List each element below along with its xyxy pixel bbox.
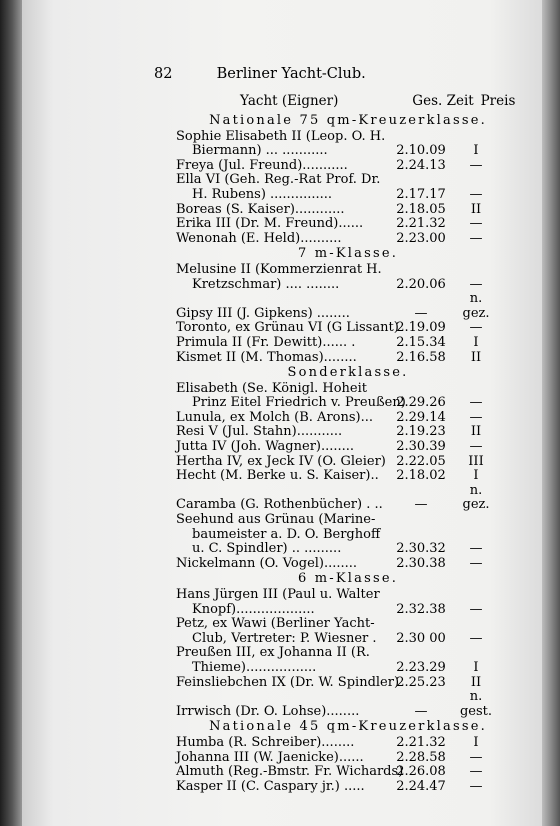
yacht-owner-line: Prinz Eitel Friedrich v. Preußen) [192,395,406,411]
result-row [176,292,496,321]
yacht-owner [176,557,386,572]
yacht-owner [176,425,386,440]
yacht-owner [176,751,386,766]
yacht-owner [176,617,386,646]
elapsed-time: 2.21.32 [396,734,446,750]
column-header-time: Ges. Zeit [412,93,474,109]
result-row [176,455,496,470]
yacht-owner-line: Feinsliebchen IX (Dr. W. Spindler) [176,674,400,690]
elapsed-time: 2.21.32 [396,216,446,232]
section-title: Sonderklasse. [287,365,409,381]
column-header-yacht: Yacht (Eigner) [240,93,339,109]
page-edge [542,0,560,826]
elapsed-time: 2.19.09 [396,320,446,336]
yacht-owner [176,336,386,351]
yacht-owner-line: Irrwisch (Dr. O. Lohse)........ [176,703,360,719]
prize: I [473,659,479,675]
prize: I [473,334,479,350]
yacht-owner [176,455,386,470]
prize: — [469,157,483,173]
yacht-owner [176,736,386,751]
yacht-owner [176,232,386,247]
yacht-owner-line: Nickelmann (O. Vogel)........ [176,555,358,571]
yacht-owner-line: H. Rubens) ............... [192,186,333,202]
result-row [176,263,496,292]
yacht-owner-line: Petz, ex Wawi (Berliner Yacht- [176,616,375,632]
prize: I [473,734,479,750]
page-header [154,66,366,82]
result-row [176,646,496,675]
yacht-owner-line: Biermann) ... ........... [192,143,328,159]
yacht-owner-line: Kismet II (M. Thomas)........ [176,349,357,365]
yacht-owner-line: Ella VI (Geh. Reg.-Rat Prof. Dr. [176,172,381,188]
yacht-owner-line: Kasper II (C. Caspary jr.) ..... [176,778,365,794]
result-row [176,484,496,513]
result-row [176,351,496,366]
result-row [176,440,496,455]
prize: — [469,216,483,232]
prize: II [470,424,482,440]
yacht-owner-line: u. C. Spindler) .. ......... [192,541,342,557]
result-row [176,676,496,691]
yacht-owner-line: Erika III (Dr. M. Freund)...... [176,216,364,232]
prize: — [469,409,483,425]
prize: — [469,601,483,617]
yacht-owner-line: Hertha IV, ex Jeck IV (O. Gleier) [176,453,386,469]
prize: — [469,230,483,246]
elapsed-time: 2.20.06 [396,276,446,292]
elapsed-time: 2.15.34 [396,334,446,350]
yacht-owner [176,440,386,455]
prize: — [469,439,483,455]
prize: II [470,674,482,690]
yacht-owner [176,217,386,232]
yacht-owner [176,469,386,484]
elapsed-time: 2.30.32 [396,541,446,557]
result-row [176,780,496,795]
prize: I [473,468,479,484]
yacht-owner-line: Freya (Jul. Freund)........... [176,157,348,173]
yacht-owner-line: Sophie Elisabeth II (Leop. O. H. [176,128,386,144]
yacht-owner-line: Boreas (S. Kaiser)............ [176,201,345,217]
prize: — [469,764,483,780]
prize: — [469,778,483,794]
column-headers [240,93,515,109]
yacht-owner [176,588,386,617]
yacht-owner-line: baumeister a. D. O. Berghoff [192,526,381,542]
prize: n. gez. [462,482,490,513]
elapsed-time: 2.32.38 [396,601,446,617]
elapsed-time: 2.24.13 [396,157,446,173]
result-row [176,382,496,411]
result-row [176,321,496,336]
result-row [176,469,496,484]
yacht-owner [176,498,386,513]
elapsed-time: — [414,497,428,513]
running-title: Berliner Yacht-Club. [216,66,366,82]
elapsed-time: 2.24.47 [396,778,446,794]
prize: — [469,186,483,202]
yacht-owner-line: Kretzschmar) .... ........ [192,276,340,292]
yacht-owner [176,705,386,720]
yacht-owner-line: Seehund aus Grünau (Marine- [176,512,376,528]
elapsed-time: 2.30.39 [396,439,446,455]
yacht-owner-line: Melusine II (Kommerzienrat H. [176,261,382,277]
result-row [176,173,496,202]
yacht-owner [176,380,406,411]
yacht-owner-line: Knopf)................... [192,601,315,617]
result-row [176,336,496,351]
yacht-owner-line: Jutta IV (Joh. Wagner)........ [176,439,355,455]
yacht-owner-line: Toronto, ex Grünau VI (G Lissant) [176,320,399,336]
section-title: 7 m-Klasse. [297,246,399,262]
yacht-owner-line: Thieme)................. [192,659,317,675]
prize: — [469,555,483,571]
elapsed-time: 2.26.08 [396,764,446,780]
yacht-owner [176,130,386,159]
yacht-owner-line: Club, Vertreter: P. Wiesner . [192,630,377,646]
yacht-owner-line: Preußen III, ex Johanna II (R. [176,645,370,661]
result-row [176,411,496,426]
yacht-owner-line: Humba (R. Schreiber)........ [176,734,355,750]
elapsed-time: — [414,305,428,321]
elapsed-time: 2.22.05 [396,453,446,469]
result-row [176,751,496,766]
prize: — [469,320,483,336]
yacht-owner [176,674,400,691]
yacht-owner-line: Gipsy III (J. Gipkens) ........ [176,305,350,321]
yacht-owner [176,173,386,202]
elapsed-time: 2.30 00 [396,630,446,646]
result-row [176,736,496,751]
yacht-owner [176,263,386,292]
column-header-prize: Preis [480,93,516,109]
prize: n. gez. [462,291,490,321]
elapsed-time: 2.16.58 [396,349,446,365]
section-title: Nationale 45 qm-Kreuzerklasse. [209,719,487,735]
result-row [176,217,496,232]
yacht-owner-line: Johanna III (W. Jaenicke)...... [176,749,364,765]
elapsed-time: 2.18.02 [396,468,446,484]
prize: — [469,749,483,765]
yacht-owner-line: Almuth (Reg.-Bmstr. Fr. Wichards) [176,764,404,780]
result-row [176,588,496,617]
result-row [176,425,496,440]
yacht-owner [176,307,386,322]
prize: — [469,395,483,411]
yacht-owner-line: Lunula, ex Molch (B. Arons)... [176,409,373,425]
prize: I [473,143,479,159]
yacht-owner [176,159,386,174]
prize: — [469,276,483,292]
elapsed-time: 2.18.05 [396,201,446,217]
yacht-owner [176,646,386,675]
prize: — [469,630,483,646]
section-title: Nationale 75 qm-Kreuzerklasse. [209,113,487,128]
yacht-owner [176,513,386,557]
yacht-owner-line: Caramba (G. Rothenbücher) . .. [176,497,383,513]
elapsed-time: 2.25.23 [396,674,446,690]
result-row [176,130,496,159]
elapsed-time: 2.10.09 [396,143,446,159]
result-row [176,765,496,780]
elapsed-time: 2.29.14 [396,409,446,425]
yacht-owner-line: Primula II (Fr. Dewitt)...... . [176,334,356,350]
prize: II [470,201,482,217]
result-row [176,232,496,247]
elapsed-time: 2.23.00 [396,230,446,246]
yacht-owner-line: Resi V (Jul. Stahn)........... [176,424,343,440]
prize: II [470,349,482,365]
prize: III [468,453,484,469]
result-row [176,557,496,572]
yacht-owner [176,780,386,795]
yacht-owner-line: Elisabeth (Se. Königl. Hoheit [176,380,367,396]
yacht-owner [176,351,386,366]
yacht-owner [176,203,386,218]
section-title: 6 m-Klasse. [297,571,399,587]
result-row [176,159,496,174]
elapsed-time: 2.29.26 [396,395,446,411]
result-row [176,203,496,218]
elapsed-time: 2.19.23 [396,424,446,440]
result-row [176,617,496,646]
yacht-owner-line: Hecht (M. Berke u. S. Kaiser).. [176,468,379,484]
elapsed-time: — [414,703,428,719]
yacht-owner [176,411,386,426]
yacht-owner [176,320,399,336]
yacht-owner-line: Wenonah (E. Held).......... [176,230,342,246]
results-list [176,113,496,794]
result-row [176,513,496,557]
yacht-owner [176,764,404,780]
elapsed-time: 2.17.17 [396,186,446,202]
elapsed-time: 2.23.29 [396,659,446,675]
elapsed-time: 2.30.38 [396,555,446,571]
elapsed-time: 2.28.58 [396,749,446,765]
yacht-owner-line: Hans Jürgen III (Paul u. Walter [176,587,380,602]
prize: — [469,541,483,557]
page-number: 82 [154,66,173,82]
result-row [176,690,496,719]
prize: n. gest. [459,689,493,719]
